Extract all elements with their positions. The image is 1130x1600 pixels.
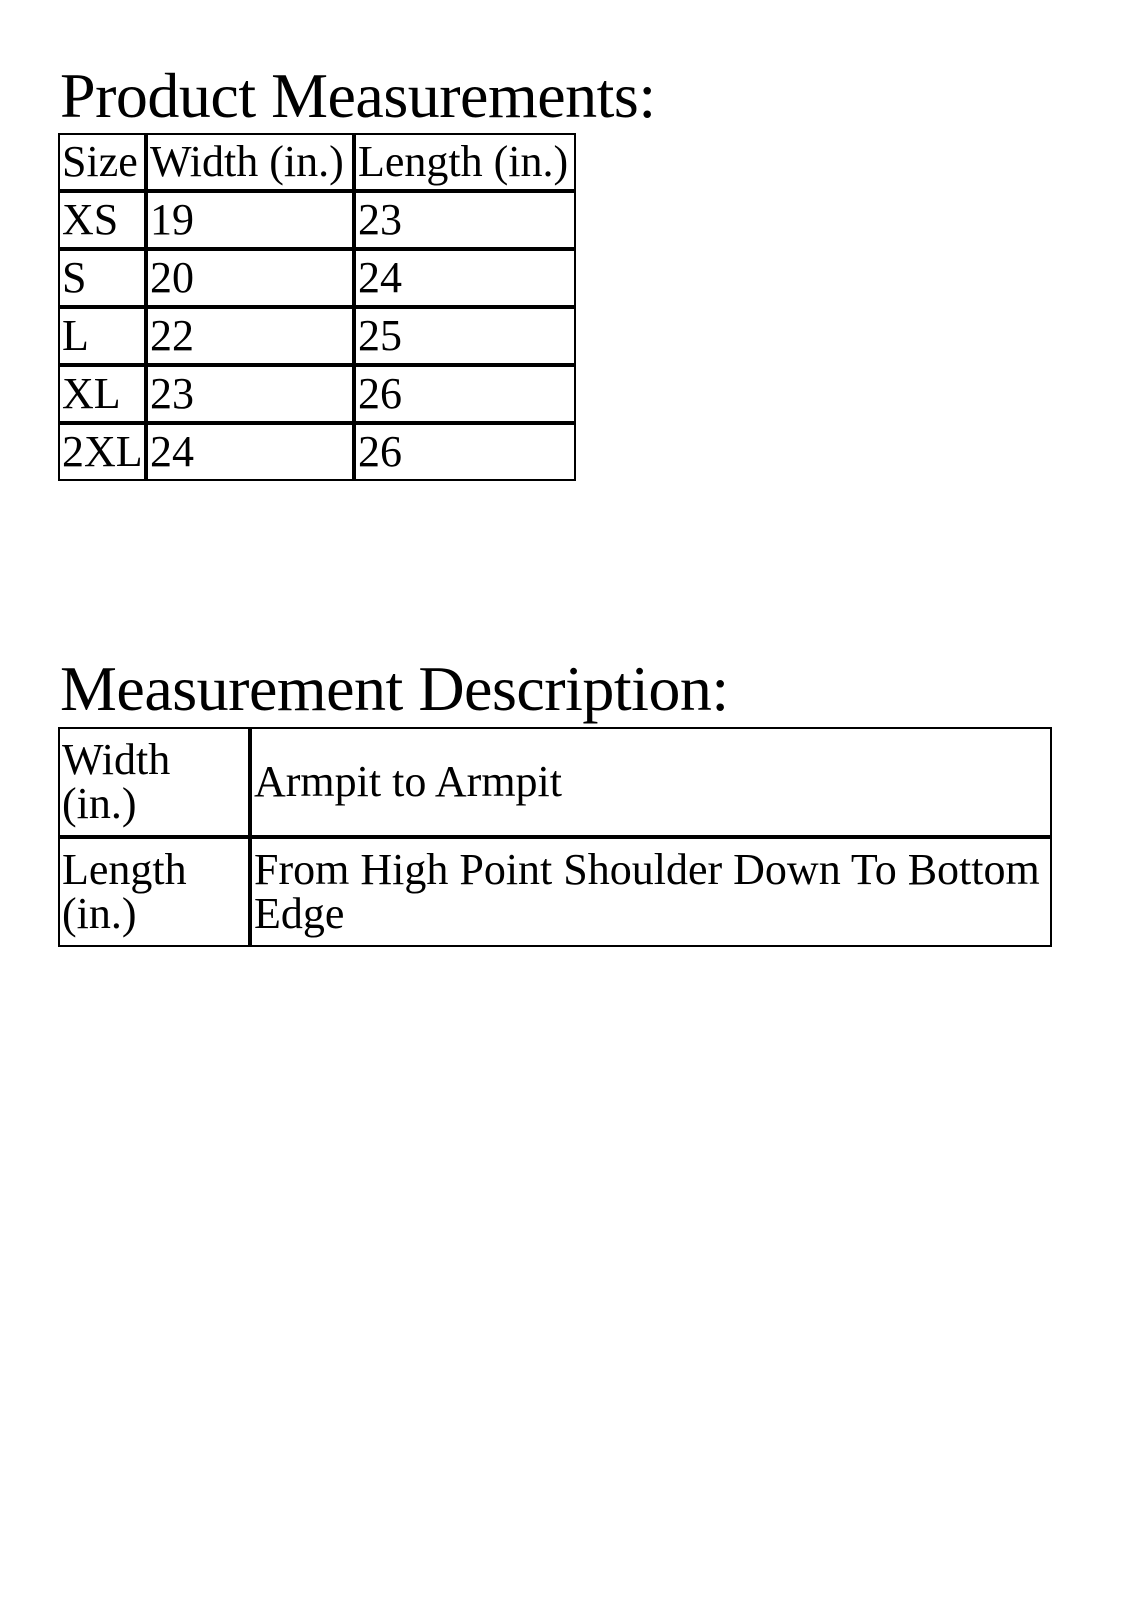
product-measurements-heading: Product Measurements: xyxy=(60,60,656,131)
table-row xyxy=(58,727,1052,837)
header-size: Size xyxy=(58,133,146,191)
cell-width: 24 xyxy=(146,423,354,481)
cell-size: XS xyxy=(58,191,146,249)
cell-length: 25 xyxy=(354,307,576,365)
cell-size: S xyxy=(58,249,146,307)
cell-length: 23 xyxy=(354,191,576,249)
cell-width: 23 xyxy=(146,365,354,423)
cell-size: L xyxy=(58,307,146,365)
cell-length: 24 xyxy=(354,249,576,307)
table-header-row xyxy=(58,133,576,191)
measure-description: Armpit to Armpit xyxy=(250,727,1052,837)
table-row xyxy=(58,307,576,365)
cell-size: 2XL xyxy=(58,423,146,481)
table-row xyxy=(58,423,576,481)
measure-name: Length (in.) xyxy=(58,837,250,947)
header-width: Width (in.) xyxy=(146,133,354,191)
cell-length: 26 xyxy=(354,423,576,481)
table-row xyxy=(58,365,576,423)
cell-width: 19 xyxy=(146,191,354,249)
cell-width: 20 xyxy=(146,249,354,307)
cell-size: XL xyxy=(58,365,146,423)
header-length: Length (in.) xyxy=(354,133,576,191)
measure-description: From High Point Shoulder Down To Bottom Edge xyxy=(250,837,1052,947)
description-table xyxy=(58,727,1052,947)
measure-name: Width (in.) xyxy=(58,727,250,837)
measurement-description-heading: Measurement Description: xyxy=(60,653,729,724)
size-table xyxy=(58,133,576,481)
cell-width: 22 xyxy=(146,307,354,365)
cell-length: 26 xyxy=(354,365,576,423)
table-row xyxy=(58,249,576,307)
table-row xyxy=(58,837,1052,947)
table-row xyxy=(58,191,576,249)
